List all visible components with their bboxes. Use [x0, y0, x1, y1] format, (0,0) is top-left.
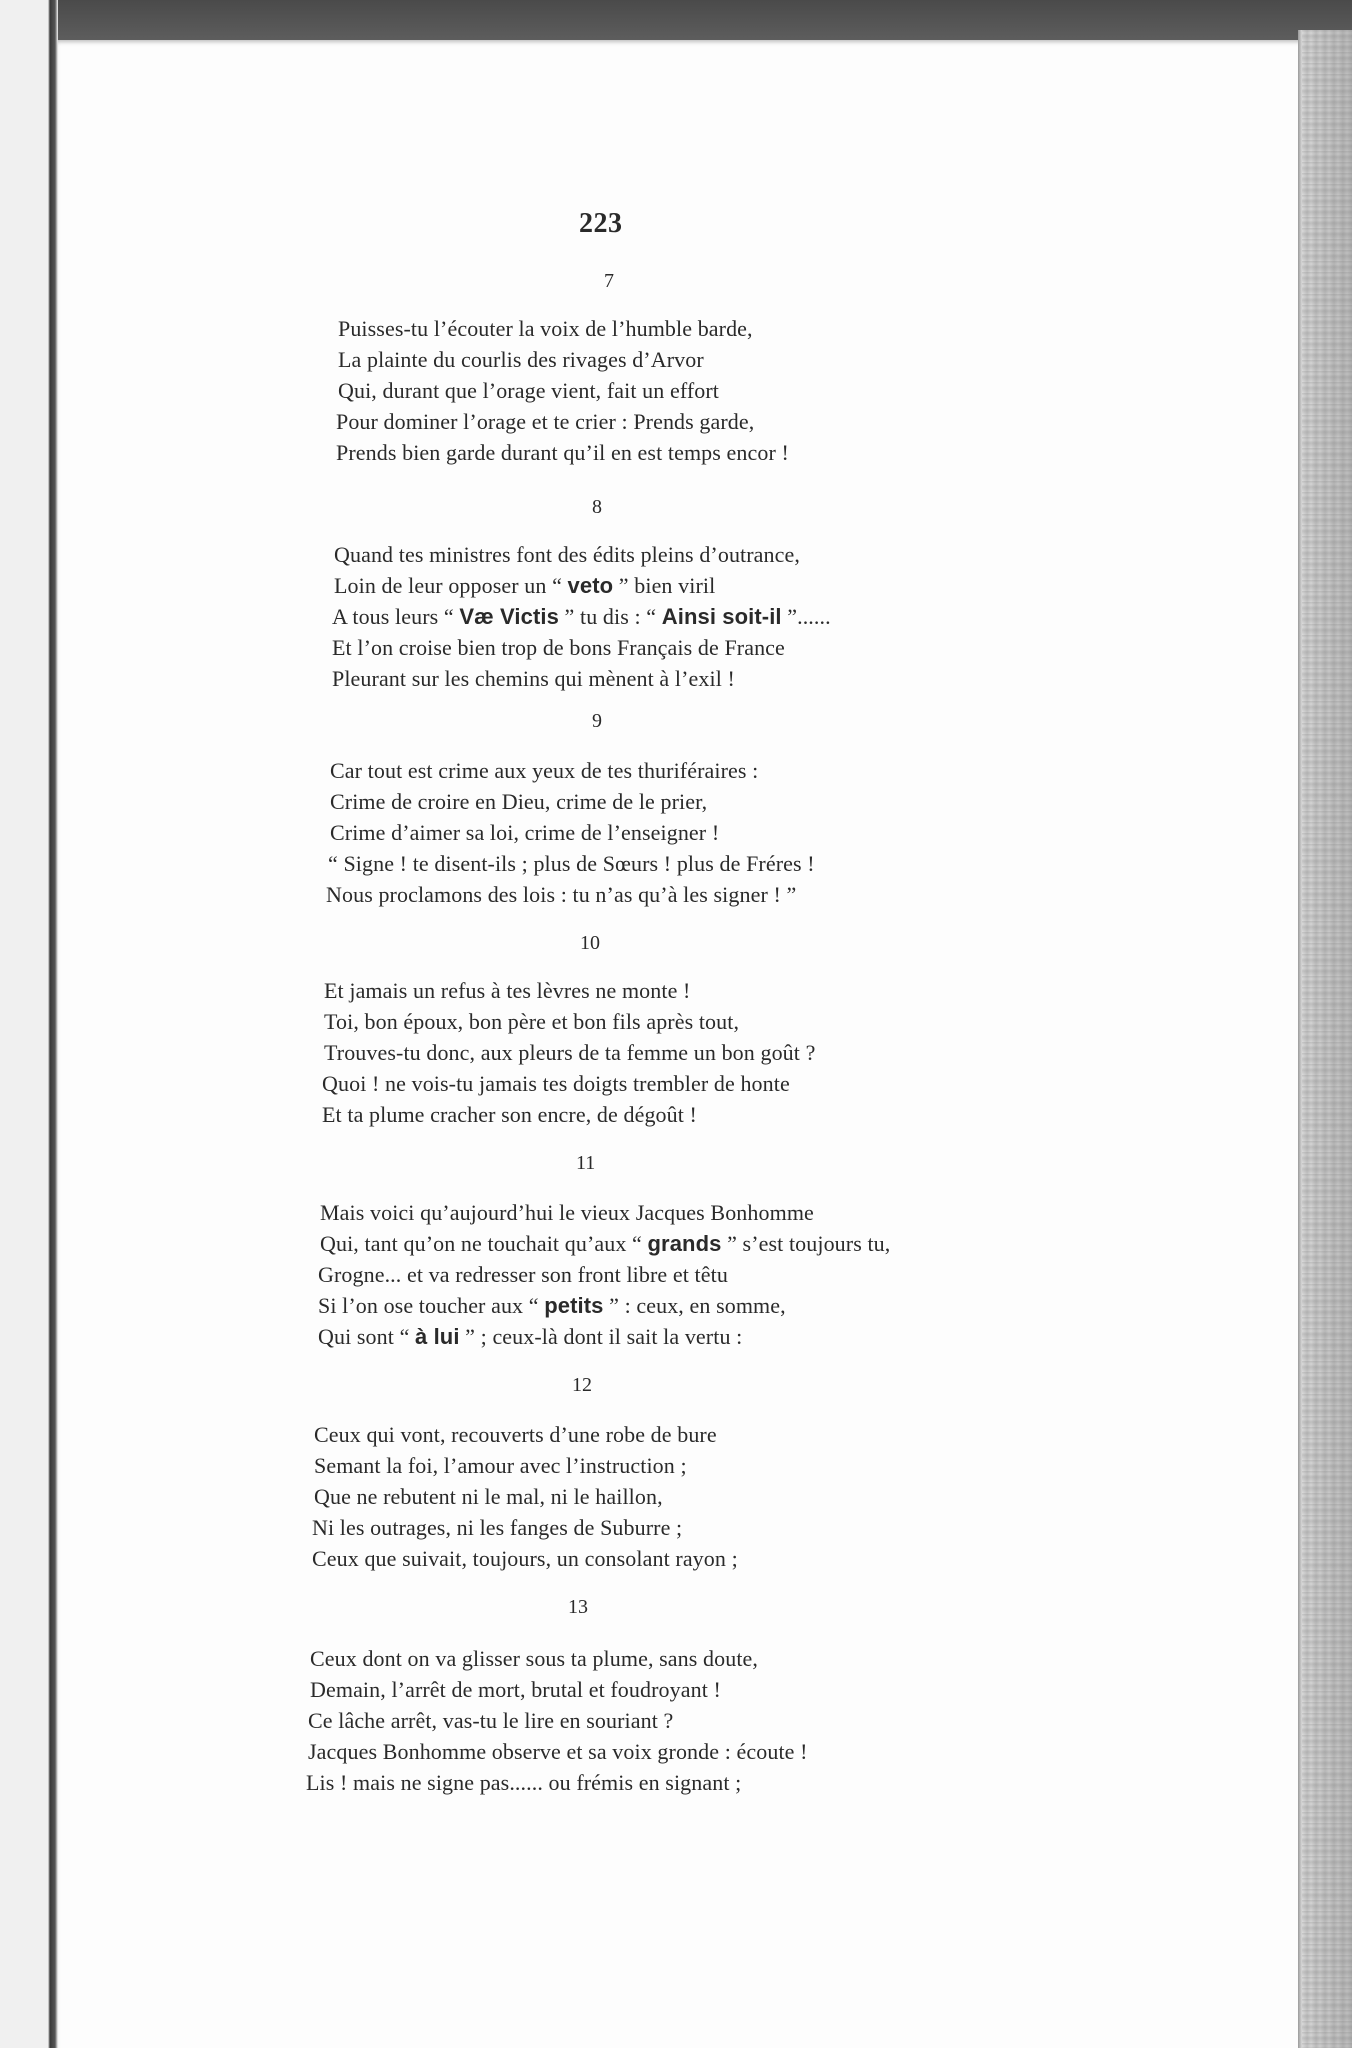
verse-line: Et jamais un refus à tes lèvres ne monte !: [324, 978, 691, 1003]
verse-line: Quoi ! ne vois-tu jamais tes doigts trembler de honte: [322, 1071, 790, 1096]
verse-line: Nous proclamons des lois : tu n’as qu’à les signer ! ”: [326, 882, 797, 907]
verse-line: Ceux dont on va glisser sous ta plume, sans doute,: [310, 1646, 759, 1671]
stanza-number: 9: [592, 710, 602, 732]
verse-line: Crime d’aimer sa loi, crime de l’enseigner !: [330, 820, 720, 845]
verse-line: Semant la foi, l’amour avec l’instruction ;: [314, 1453, 687, 1478]
verse-line: Si l’on ose toucher aux “ petits ” : ceux, en somme,: [318, 1293, 786, 1318]
verse-line: Ceux que suivait, toujours, un consolant rayon ;: [312, 1546, 738, 1571]
verse-line: Qui, durant que l’orage vient, fait un effort: [338, 378, 720, 403]
verse-line: “ Signe ! te disent-ils ; plus de Sœurs ! plus de Fréres !: [328, 851, 815, 876]
verse-text: Loin de leur opposer un “ veto ” bien viril: [334, 573, 716, 598]
verse-line: Crime de croire en Dieu, crime de le prier,: [330, 789, 708, 814]
verse-line: Pour dominer l’orage et te crier : Prends garde,: [336, 409, 755, 434]
verse-line: Et l’on croise bien trop de bons Français de France: [332, 635, 785, 660]
right-page-edge: [1298, 30, 1352, 2048]
emphasized-word: veto: [567, 573, 614, 598]
verse-line: Demain, l’arrêt de mort, brutal et foudroyant !: [310, 1677, 721, 1702]
verse-line: [332, 606, 831, 628]
verse-line: Ce lâche arrêt, vas-tu le lire en souriant ?: [308, 1708, 674, 1733]
stanza-number: 11: [576, 1152, 596, 1174]
stanza-number: 7: [604, 270, 614, 292]
verse-line: Quand tes ministres font des édits pleins d’outrance,: [334, 542, 800, 567]
verse-line: Trouves-tu donc, aux pleurs de ta femme un bon goût ?: [324, 1040, 816, 1065]
page-number: 223: [579, 208, 623, 239]
emphasized-word: à lui: [415, 1324, 460, 1349]
verse-line: Ni les outrages, ni les fanges de Suburre ;: [312, 1515, 683, 1540]
stanza-number: 8: [592, 496, 602, 518]
verse-line: Grogne... et va redresser son front libre et têtu: [318, 1262, 728, 1287]
verse-line: Que ne rebutent ni le mal, ni le haillon,: [314, 1484, 663, 1509]
verse-line: Puisses-tu l’écouter la voix de l’humble barde,: [338, 316, 753, 341]
emphasized-word: Ainsi soit-il: [661, 604, 782, 629]
verse-line: Car tout est crime aux yeux de tes thuriféraires :: [330, 758, 759, 783]
stanza-number: 13: [568, 1596, 588, 1618]
verse-line: Qui sont “ à lui ” ; ceux-là dont il sait la vertu :: [318, 1324, 743, 1349]
stanza-number: 12: [572, 1374, 592, 1396]
verse-line: Qui, tant qu’on ne touchait qu’aux “ grands ” s’est toujours tu,: [320, 1231, 891, 1256]
verse-line: Prends bien garde durant qu’il en est temps encor !: [336, 440, 789, 465]
verse-line: Toi, bon époux, bon père et bon fils après tout,: [324, 1009, 740, 1034]
verse-line: Jacques Bonhomme observe et sa voix gronde : écoute !: [308, 1739, 808, 1764]
verse-line: Pleurant sur les chemins qui mènent à l’exil !: [332, 666, 735, 691]
stanza-number: 10: [580, 932, 600, 954]
verse-line: Mais voici qu’aujourd’hui le vieux Jacques Bonhomme: [320, 1200, 814, 1225]
verse-line: Lis ! mais ne signe pas...... ou frémis en signant ;: [306, 1770, 742, 1795]
verse-line: [334, 575, 715, 597]
left-page-edge: [0, 0, 58, 2048]
emphasized-word: petits: [544, 1293, 604, 1318]
verse-line: La plainte du courlis des rivages d’Arvor: [338, 347, 704, 372]
emphasized-word: Væ Victis: [459, 604, 559, 629]
verse-line: Et ta plume cracher son encre, de dégoût !: [322, 1102, 697, 1127]
verse-line: Ceux qui vont, recouverts d’une robe de bure: [314, 1422, 717, 1447]
emphasized-word: grands: [647, 1231, 722, 1256]
verse-text: A tous leurs “ Væ Victis ” tu dis : “ Ainsi soit-il ”......: [332, 604, 831, 629]
